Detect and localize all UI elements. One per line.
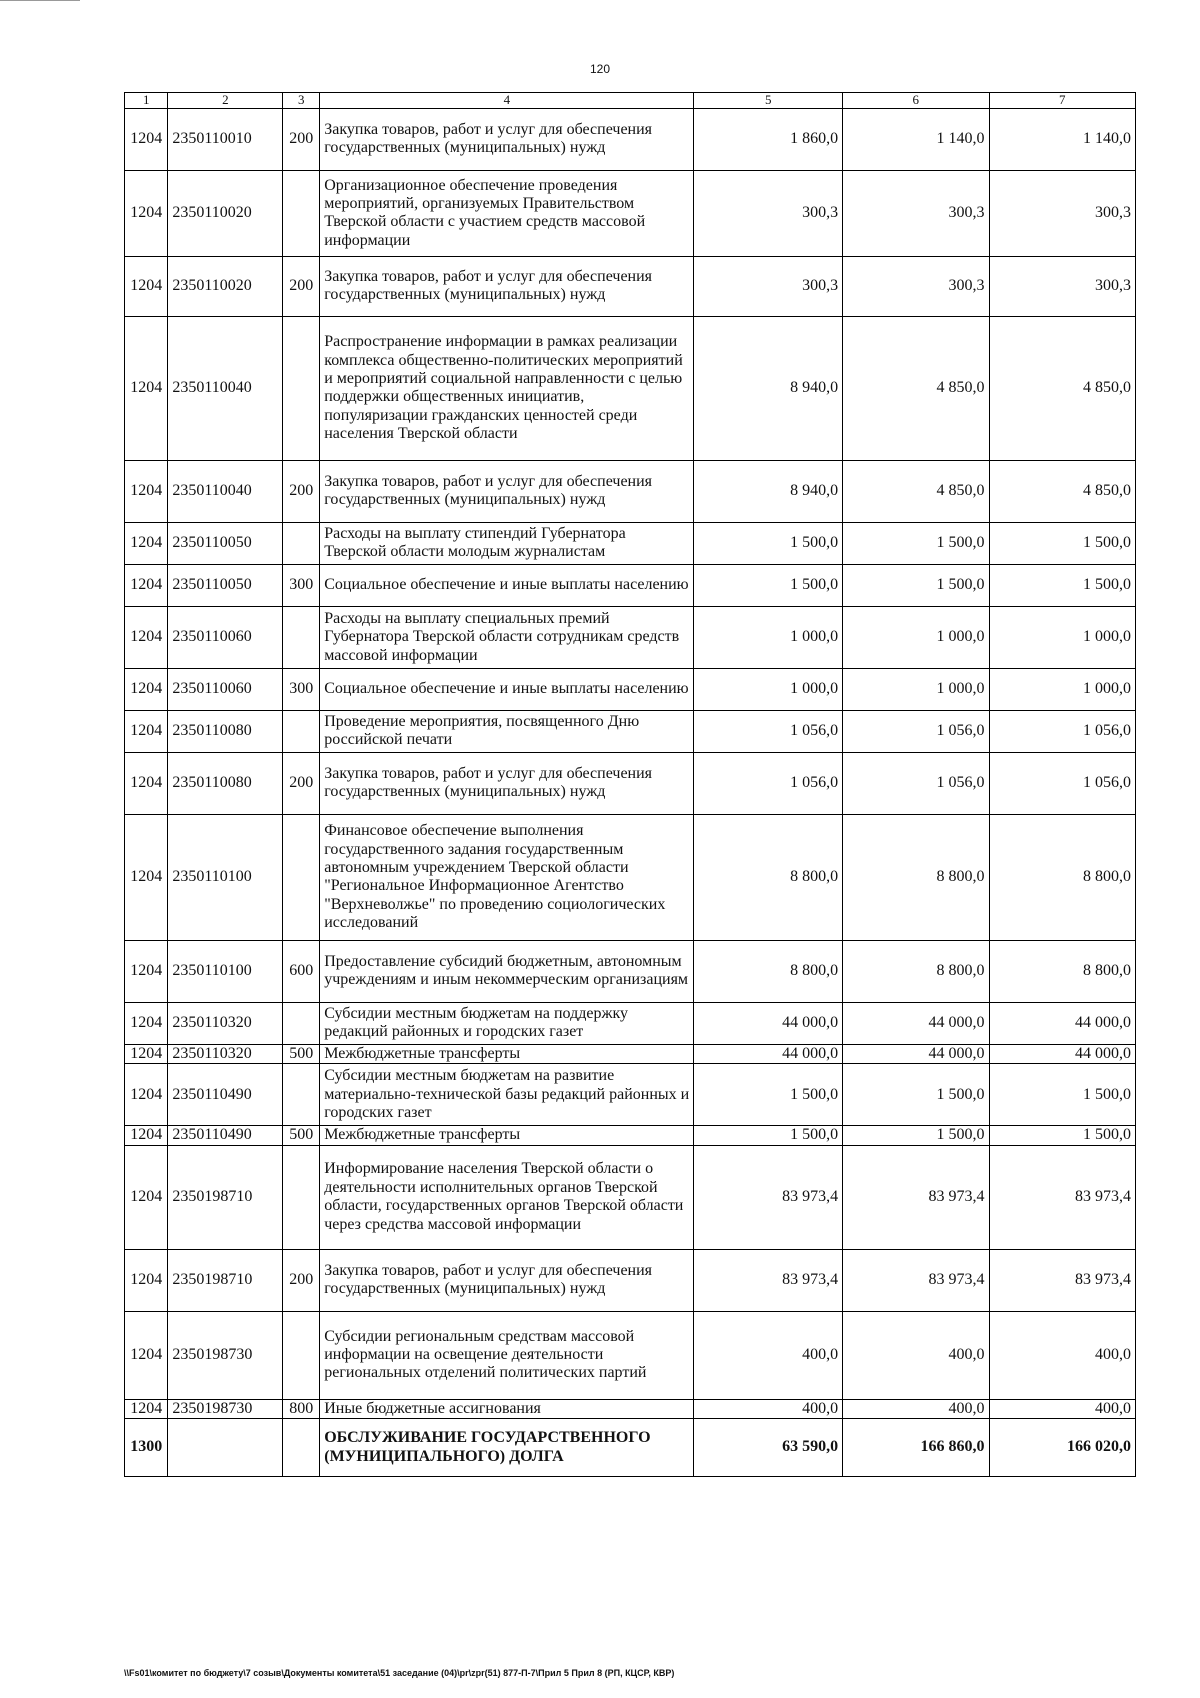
amount-col7-cell: 4 850,0 (989, 460, 1135, 522)
expense-type-cell: 500 (283, 1044, 320, 1063)
expense-type-cell: 200 (283, 1249, 320, 1311)
item-name-cell: Межбюджетные трансферты (320, 1044, 694, 1063)
section-code-cell: 1204 (125, 710, 168, 752)
amount-col5-cell: 1 860,0 (694, 108, 843, 170)
amount-col5-cell: 300,3 (694, 170, 843, 256)
target-article-cell: 2350110040 (168, 316, 283, 460)
expense-type-cell: 200 (283, 752, 320, 814)
item-name-cell: Субсидии местным бюджетам на развитие материально-технической базы редакций районных и городских газет (320, 1064, 694, 1126)
table-row (125, 256, 1136, 316)
target-article-cell: 2350110100 (168, 940, 283, 1002)
expense-type-cell (283, 1002, 320, 1044)
amount-col7-cell: 83 973,4 (989, 1145, 1135, 1249)
item-name-cell: Межбюджетные трансферты (320, 1126, 694, 1145)
amount-col5-cell: 300,3 (694, 256, 843, 316)
table-row (125, 752, 1136, 814)
amount-col7-cell: 300,3 (989, 170, 1135, 256)
amount-col6-cell: 1 140,0 (843, 108, 989, 170)
table-row (125, 1002, 1136, 1044)
amount-col5-cell: 1 500,0 (694, 1126, 843, 1145)
table-row (125, 1145, 1136, 1249)
section-code-cell: 1300 (125, 1419, 168, 1477)
section-code-cell: 1204 (125, 1311, 168, 1399)
amount-col6-cell: 8 800,0 (843, 814, 989, 940)
target-article-cell: 2350110040 (168, 460, 283, 522)
amount-col7-cell: 1 500,0 (989, 564, 1135, 606)
item-name-cell: Закупка товаров, работ и услуг для обеспечения государственных (муниципальных) нужд (320, 752, 694, 814)
target-article-cell: 2350110010 (168, 108, 283, 170)
amount-col5-cell: 44 000,0 (694, 1044, 843, 1063)
section-code-cell: 1204 (125, 1399, 168, 1418)
amount-col5-cell: 1 500,0 (694, 522, 843, 564)
table-row (125, 1399, 1136, 1418)
amount-col7-cell: 400,0 (989, 1311, 1135, 1399)
amount-col7-cell: 83 973,4 (989, 1249, 1135, 1311)
table-row (125, 170, 1136, 256)
header-cell-6: 6 (843, 93, 989, 109)
amount-col6-cell: 1 000,0 (843, 606, 989, 668)
section-code-cell: 1204 (125, 606, 168, 668)
amount-col6-cell: 300,3 (843, 170, 989, 256)
amount-col7-cell: 8 800,0 (989, 814, 1135, 940)
amount-col5-cell: 1 000,0 (694, 606, 843, 668)
amount-col5-cell: 1 056,0 (694, 710, 843, 752)
expense-type-cell (283, 1145, 320, 1249)
target-article-cell: 2350110080 (168, 752, 283, 814)
section-code-cell: 1204 (125, 1249, 168, 1311)
target-article-cell: 2350110050 (168, 564, 283, 606)
table-row (125, 1311, 1136, 1399)
amount-col7-cell: 4 850,0 (989, 316, 1135, 460)
item-name-cell: Организационное обеспечение проведения мероприятий, организуемых Правительством Тверской области с участием средств массовой информации (320, 170, 694, 256)
amount-col7-cell: 44 000,0 (989, 1044, 1135, 1063)
amount-col6-cell: 8 800,0 (843, 940, 989, 1002)
amount-col5-cell: 8 940,0 (694, 460, 843, 522)
amount-col7-cell: 1 056,0 (989, 752, 1135, 814)
amount-col6-cell: 1 500,0 (843, 1064, 989, 1126)
target-article-cell: 2350110060 (168, 606, 283, 668)
section-code-cell: 1204 (125, 316, 168, 460)
section-code-cell: 1204 (125, 564, 168, 606)
item-name-cell: Информирование населения Тверской области о деятельности исполнительных органов Тверской области, государственных органов Тверской области через средства массовой информации (320, 1145, 694, 1249)
amount-col6-cell: 83 973,4 (843, 1145, 989, 1249)
amount-col6-cell: 4 850,0 (843, 316, 989, 460)
amount-col6-cell: 1 056,0 (843, 752, 989, 814)
amount-col6-cell: 400,0 (843, 1311, 989, 1399)
section-code-cell: 1204 (125, 1064, 168, 1126)
amount-col6-cell: 1 056,0 (843, 710, 989, 752)
page-number: 120 (589, 62, 611, 76)
target-article-cell: 2350110320 (168, 1044, 283, 1063)
amount-col6-cell: 4 850,0 (843, 460, 989, 522)
amount-col5-cell: 1 056,0 (694, 752, 843, 814)
amount-col5-cell: 83 973,4 (694, 1145, 843, 1249)
header-cell-5: 5 (694, 93, 843, 109)
item-name-cell: Закупка товаров, работ и услуг для обеспечения государственных (муниципальных) нужд (320, 1249, 694, 1311)
target-article-cell: 2350110060 (168, 668, 283, 710)
amount-col6-cell: 1 500,0 (843, 564, 989, 606)
expense-type-cell (283, 522, 320, 564)
amount-col6-cell: 1 500,0 (843, 1126, 989, 1145)
header-cell-2: 2 (168, 93, 283, 109)
header-cell-1: 1 (125, 93, 168, 109)
expense-type-cell: 300 (283, 564, 320, 606)
table-row (125, 710, 1136, 752)
header-row (125, 93, 1136, 109)
section-code-cell: 1204 (125, 170, 168, 256)
expense-type-cell (283, 1419, 320, 1477)
table-row (125, 316, 1136, 460)
amount-col6-cell: 44 000,0 (843, 1002, 989, 1044)
amount-col6-cell: 44 000,0 (843, 1044, 989, 1063)
amount-col7-cell: 1 000,0 (989, 668, 1135, 710)
item-name-cell: Социальное обеспечение и иные выплаты населению (320, 564, 694, 606)
item-name-cell: Расходы на выплату специальных премий Губернатора Тверской области сотрудникам средств массовой информации (320, 606, 694, 668)
target-article-cell: 2350110080 (168, 710, 283, 752)
amount-col5-cell: 8 800,0 (694, 940, 843, 1002)
amount-col6-cell: 400,0 (843, 1399, 989, 1418)
expense-type-cell: 200 (283, 256, 320, 316)
expense-type-cell: 300 (283, 668, 320, 710)
section-code-cell: 1204 (125, 460, 168, 522)
expense-type-cell: 500 (283, 1126, 320, 1145)
item-name-cell: Социальное обеспечение и иные выплаты населению (320, 668, 694, 710)
target-article-cell: 2350110320 (168, 1002, 283, 1044)
item-name-cell: Иные бюджетные ассигнования (320, 1399, 694, 1418)
expense-type-cell: 600 (283, 940, 320, 1002)
table-row (125, 606, 1136, 668)
section-code-cell: 1204 (125, 256, 168, 316)
footer-file-path: \\Fs01\комитет по бюджету\7 созыв\Документы комитета\51 заседание (04)\pr\zpr(51) 877-П-7\Прил 5 Прил 8 (РП, КЦСР, КВР) (124, 1668, 675, 1678)
amount-col7-cell: 8 800,0 (989, 940, 1135, 1002)
table-row (125, 1249, 1136, 1311)
expense-type-cell: 200 (283, 460, 320, 522)
item-name-cell: Проведение мероприятия, посвященного Дню российской печати (320, 710, 694, 752)
expense-type-cell (283, 1064, 320, 1126)
table-row (125, 460, 1136, 522)
amount-col5-cell: 83 973,4 (694, 1249, 843, 1311)
target-article-cell: 2350110490 (168, 1126, 283, 1145)
amount-col6-cell: 1 500,0 (843, 522, 989, 564)
expense-type-cell (283, 316, 320, 460)
table-row-section-total (125, 1419, 1136, 1477)
table-row (125, 940, 1136, 1002)
header-cell-7: 7 (989, 93, 1135, 109)
section-code-cell: 1204 (125, 1002, 168, 1044)
table-row (125, 564, 1136, 606)
expense-type-cell (283, 170, 320, 256)
expense-type-cell (283, 1311, 320, 1399)
table-row (125, 108, 1136, 170)
amount-col5-cell: 8 940,0 (694, 316, 843, 460)
table-row (125, 1126, 1136, 1145)
expense-type-cell: 200 (283, 108, 320, 170)
section-code-cell: 1204 (125, 522, 168, 564)
amount-col5-cell: 400,0 (694, 1399, 843, 1418)
table-row (125, 1064, 1136, 1126)
table-row (125, 814, 1136, 940)
target-article-cell: 2350198710 (168, 1249, 283, 1311)
table-row (125, 1044, 1136, 1063)
amount-col5-cell: 400,0 (694, 1311, 843, 1399)
expense-type-cell (283, 710, 320, 752)
item-name-cell: Субсидии местным бюджетам на поддержку редакций районных и городских газет (320, 1002, 694, 1044)
section-code-cell: 1204 (125, 668, 168, 710)
amount-col6-cell: 83 973,4 (843, 1249, 989, 1311)
target-article-cell: 2350198730 (168, 1311, 283, 1399)
expense-type-cell (283, 606, 320, 668)
target-article-cell: 2350198730 (168, 1399, 283, 1418)
amount-col7-cell: 400,0 (989, 1399, 1135, 1418)
header-cell-4: 4 (320, 93, 694, 109)
header-cell-3: 3 (283, 93, 320, 109)
target-article-cell: 2350110020 (168, 256, 283, 316)
section-code-cell: 1204 (125, 1126, 168, 1145)
amount-col6-cell: 166 860,0 (843, 1419, 989, 1477)
section-code-cell: 1204 (125, 752, 168, 814)
table-row (125, 522, 1136, 564)
section-code-cell: 1204 (125, 1145, 168, 1249)
amount-col5-cell: 1 500,0 (694, 1064, 843, 1126)
amount-col7-cell: 1 500,0 (989, 522, 1135, 564)
amount-col7-cell: 44 000,0 (989, 1002, 1135, 1044)
amount-col7-cell: 166 020,0 (989, 1419, 1135, 1477)
section-code-cell: 1204 (125, 1044, 168, 1063)
amount-col5-cell: 8 800,0 (694, 814, 843, 940)
amount-col6-cell: 300,3 (843, 256, 989, 316)
target-article-cell: 2350198710 (168, 1145, 283, 1249)
item-name-cell: Закупка товаров, работ и услуг для обеспечения государственных (муниципальных) нужд (320, 460, 694, 522)
amount-col7-cell: 1 000,0 (989, 606, 1135, 668)
target-article-cell: 2350110490 (168, 1064, 283, 1126)
amount-col6-cell: 1 000,0 (843, 668, 989, 710)
table-body (125, 108, 1136, 1476)
expense-type-cell (283, 814, 320, 940)
amount-col5-cell: 1 000,0 (694, 668, 843, 710)
amount-col7-cell: 300,3 (989, 256, 1135, 316)
section-code-cell: 1204 (125, 940, 168, 1002)
amount-col7-cell: 1 500,0 (989, 1064, 1135, 1126)
item-name-cell: Предоставление субсидий бюджетным, автономным учреждениям и иным некоммерческим организациям (320, 940, 694, 1002)
amount-col5-cell: 1 500,0 (694, 564, 843, 606)
target-article-cell: 2350110050 (168, 522, 283, 564)
item-name-cell: Расходы на выплату стипендий Губернатора Тверской области молодым журналистам (320, 522, 694, 564)
amount-col5-cell: 44 000,0 (694, 1002, 843, 1044)
item-name-cell: Распространение информации в рамках реализации комплекса общественно-политических мероприятий и мероприятий социальной направленности с целью поддержки общественных инициатив, популяризации гражданских ценностей среди населения Тверской области (320, 316, 694, 460)
item-name-cell: Субсидии региональным средствам массовой информации на освещение деятельности региональных отделений политических партий (320, 1311, 694, 1399)
scan-edge-mark (0, 0, 80, 1)
amount-col5-cell: 63 590,0 (694, 1419, 843, 1477)
target-article-cell: 2350110020 (168, 170, 283, 256)
item-name-cell: Закупка товаров, работ и услуг для обеспечения государственных (муниципальных) нужд (320, 108, 694, 170)
amount-col7-cell: 1 500,0 (989, 1126, 1135, 1145)
amount-col7-cell: 1 140,0 (989, 108, 1135, 170)
item-name-cell: Закупка товаров, работ и услуг для обеспечения государственных (муниципальных) нужд (320, 256, 694, 316)
budget-table (124, 92, 1136, 1477)
item-name-cell: ОБСЛУЖИВАНИЕ ГОСУДАРСТВЕННОГО (МУНИЦИПАЛЬНОГО) ДОЛГА (320, 1419, 694, 1477)
target-article-cell (168, 1419, 283, 1477)
target-article-cell: 2350110100 (168, 814, 283, 940)
section-code-cell: 1204 (125, 108, 168, 170)
item-name-cell: Финансовое обеспечение выполнения государственного задания государственным автономным учреждением Тверской области "Региональное Информационное Агентство "Верхневолжье" по проведению социологических исследований (320, 814, 694, 940)
section-code-cell: 1204 (125, 814, 168, 940)
table-row (125, 668, 1136, 710)
amount-col7-cell: 1 056,0 (989, 710, 1135, 752)
expense-type-cell: 800 (283, 1399, 320, 1418)
